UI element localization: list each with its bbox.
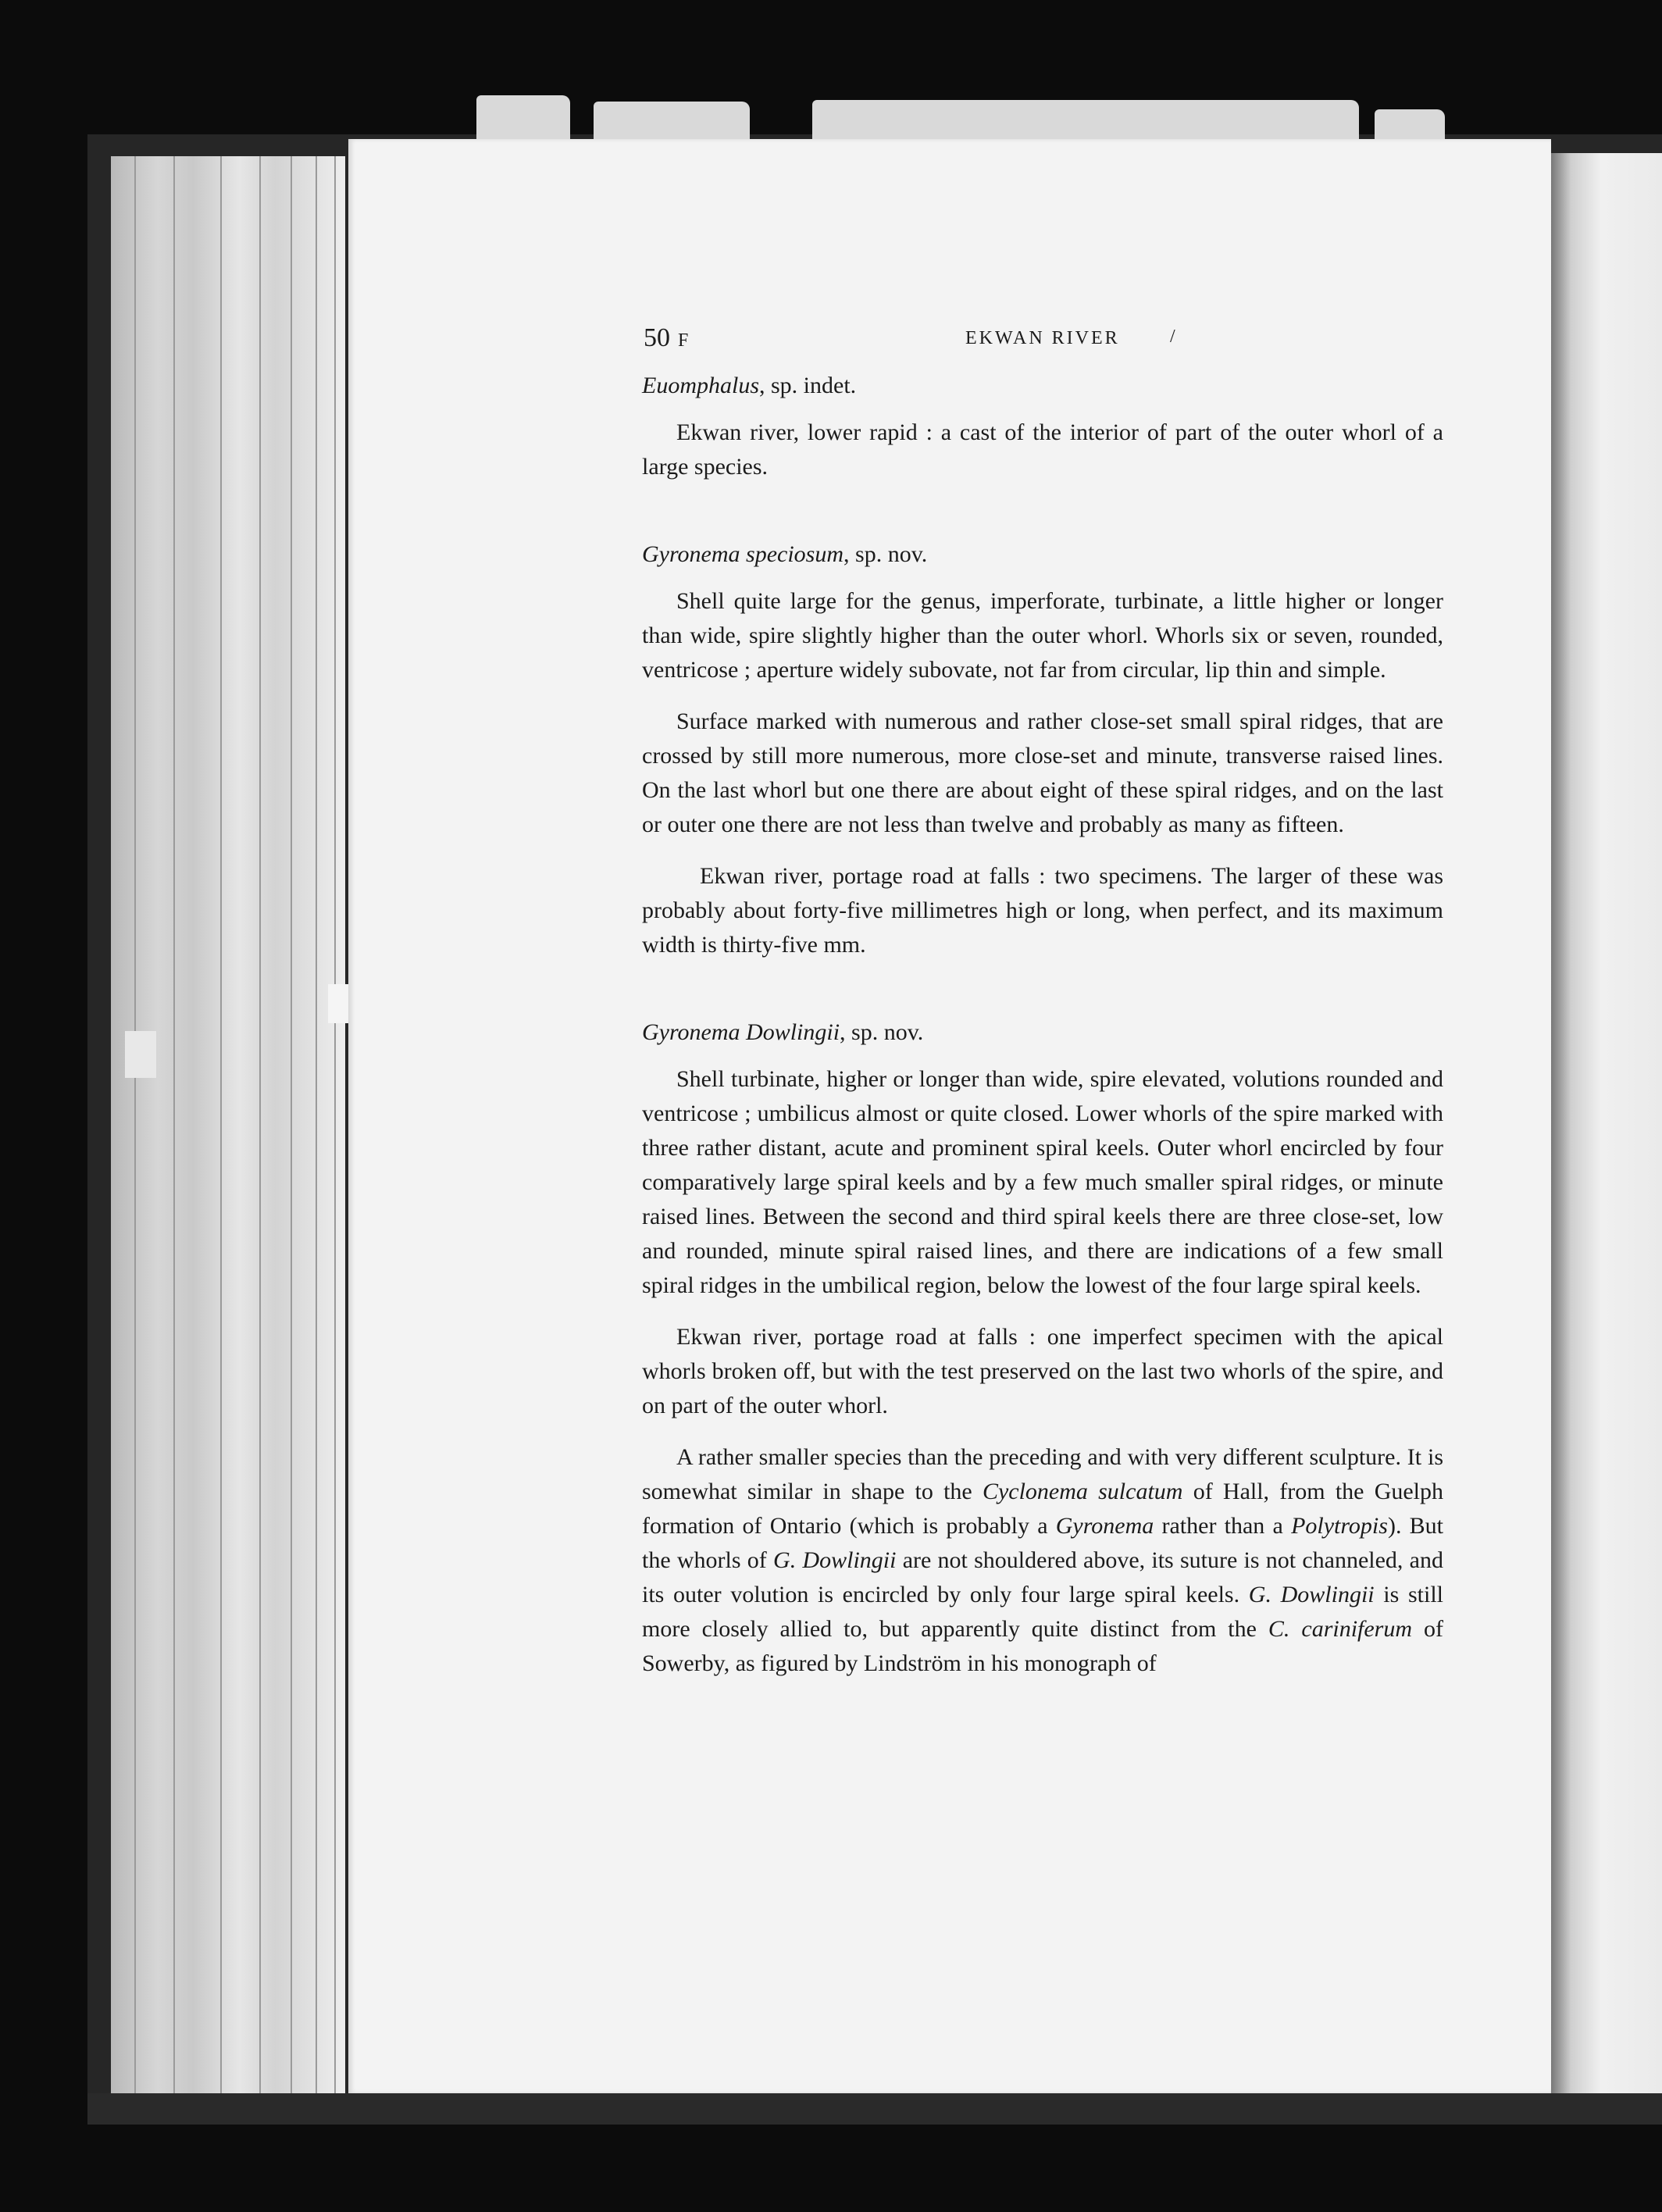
species-heading (642, 370, 1443, 401)
species-name: Euomphalus (642, 373, 759, 398)
running-head-title: EKWAN RIVER (965, 328, 1120, 348)
paragraph: Shell turbinate, higher or longer than wide, spire elevated, volutions rounded and ventricose ; umbilicus almost or quite closed. Lower whorls of the spire marked with three rather distant, acute and prominent spiral keels. Outer whorl encircled by four comparatively large spiral keels and by a few much smaller spiral ridges, or minute raised lines. Between the second and third spiral keels there are three close-set, low and rounded, minute spiral raised lines, and there are indications of a few small spiral ridges in the umbilical region, below the lowest of the four large spiral keels. (642, 1066, 1443, 1298)
species-heading (642, 539, 1443, 570)
species-qualifier: , sp. indet. (759, 373, 857, 398)
paragraph: Surface marked with numerous and rather close-set small spiral ridges, that are crossed by still more numerous, more close-set and minute, transverse raised lines. On the last whorl but one there are about eight of these spiral ridges, and on the last or outer one there are not less than twelve and probably as many as fifteen. (642, 708, 1443, 837)
running-head-mark: / (1170, 326, 1175, 347)
taxon-name: Cyclonema sulcatum (982, 1479, 1183, 1504)
page-number: 50 F (644, 323, 690, 352)
taxon-name: Gyronema (1055, 1513, 1154, 1539)
facing-page-edge (1551, 153, 1662, 2098)
species-name: Gyronema Dowlingii (642, 1019, 840, 1045)
paragraph: Ekwan river, lower rapid : a cast of the interior of part of the outer whorl of a large species. (642, 419, 1443, 480)
running-head (642, 312, 1443, 359)
taxon-name: C. cariniferum (1268, 1616, 1413, 1642)
paragraph: Shell quite large for the genus, imperforate, turbinate, a little higher or longer than wide, spire slightly higher than the outer whorl. Whorls six or seven, rounded, ventricose ; aperture widely subovate, not far from circular, lip thin and simple. (642, 588, 1443, 683)
page-stack-edges (111, 156, 345, 2101)
paragraph: Ekwan river, portage road at falls : two specimens. The larger of these was probably about forty-five millimetres high or long, when perfect, and its maximum width is thirty-five mm. (642, 863, 1443, 958)
paragraph: Ekwan river, portage road at falls : one imperfect specimen with the apical whorls broken off, but with the test preserved on the last two whorls of the spire, and on part of the outer whorl. (642, 1324, 1443, 1418)
text-column (642, 312, 1443, 1698)
species-name: Gyronema speciosum (642, 541, 844, 567)
species-qualifier: , sp. nov. (840, 1019, 924, 1045)
taxon-name: G. Dowlingii (773, 1547, 897, 1573)
taxon-name: G. Dowlingii (1248, 1582, 1375, 1607)
book-bottom-edge (87, 2093, 1662, 2125)
taxon-name: Polytropis (1291, 1513, 1388, 1539)
species-heading (642, 1017, 1443, 1048)
paragraph: A rather smaller species than the preceding and with very different sculpture. It is somewhat similar in shape to the Cyclonema sulcatum of Hall, from the Guelph formation of Ontario (which is probably a Gyronema rather than a Polytropis). But the whorls of G. Dowlingii are not shouldered above, its suture is not channeled, and its outer volution is encircled by only four large spiral keels. G. Dowlingii is still more closely allied to, but apparently quite distinct from the C. cariniferum of Sowerby, as figured by Lindström in his monograph of (642, 1444, 1444, 1676)
species-qualifier: , sp. nov. (843, 541, 928, 567)
torn-page-fragment (125, 1031, 156, 1078)
section-letter: F (678, 330, 690, 351)
